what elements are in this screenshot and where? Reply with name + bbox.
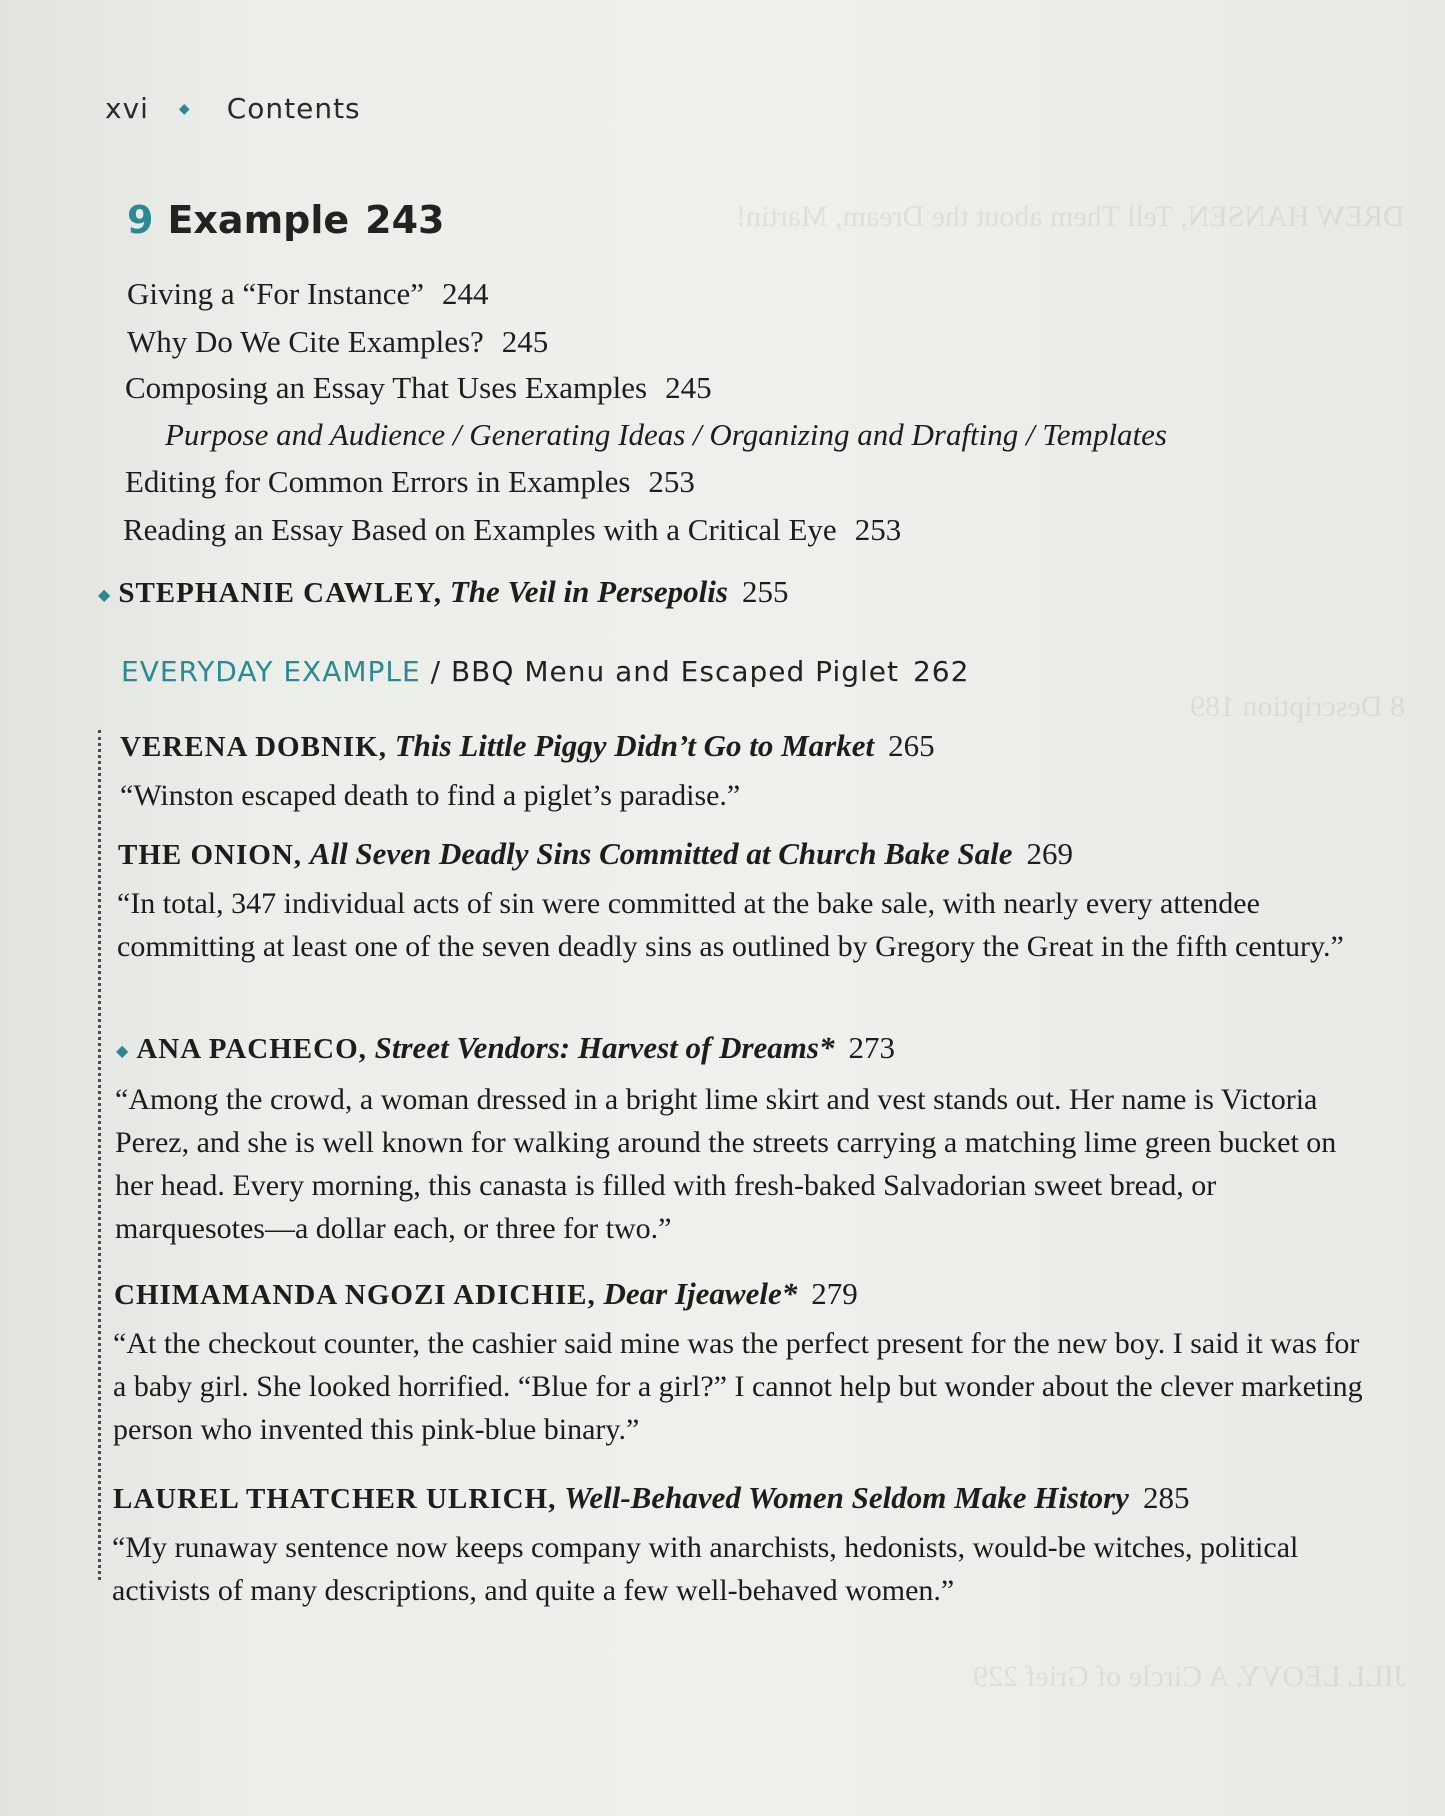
toc-line bbox=[125, 464, 695, 500]
diamond-icon: ◆ bbox=[178, 100, 191, 117]
quote-text: “At the checkout counter, the cashier said mine was the perfect present for the new boy. I said it was for a baby girl. She looked horrified. “Blue for a girl?” I cannot help but wonder about the clever marketing person who invented this pink-blue binary.” bbox=[113, 1327, 1363, 1446]
bleed-through-text: DREW HANSEN, Tell Them about the Dream, Martin! bbox=[736, 200, 1405, 233]
reading-page: 279 bbox=[811, 1276, 858, 1311]
main-reading-entry bbox=[98, 574, 788, 610]
folio: xvi bbox=[105, 92, 149, 125]
everyday-text: / BBQ Menu and Escaped Piglet bbox=[430, 655, 899, 688]
chapter-page: 243 bbox=[365, 198, 445, 242]
reading-quote bbox=[112, 1526, 1362, 1612]
reading-title: All Seven Deadly Sins Committed at Church Bake Sale bbox=[309, 836, 1013, 871]
diamond-icon: ◆ bbox=[98, 586, 111, 604]
reading-page: 265 bbox=[888, 728, 935, 763]
reading-title: Dear Ijeawele* bbox=[603, 1276, 798, 1311]
everyday-example bbox=[121, 655, 969, 688]
quote-text: “My runaway sentence now keeps company with anarchists, hedonists, would-be witches, political activists of many descriptions, and quite a few well-behaved women.” bbox=[112, 1531, 1299, 1607]
toc-line-text: Reading an Essay Based on Examples with a Critical Eye bbox=[123, 512, 837, 547]
toc-line-page: 245 bbox=[665, 370, 712, 405]
everyday-label: EVERYDAY EXAMPLE bbox=[121, 655, 421, 688]
reading-quote bbox=[117, 882, 1367, 968]
reading-entry bbox=[120, 728, 935, 764]
reading-title: Street Vendors: Harvest of Dreams* bbox=[374, 1030, 835, 1065]
bleed-through-text: 8 Description 189 bbox=[1190, 690, 1405, 723]
quote-text: “Winston escaped death to find a piglet’s paradise.” bbox=[120, 779, 741, 812]
reading-quote bbox=[115, 1078, 1365, 1250]
reading-title: The Veil in Persepolis bbox=[449, 574, 728, 609]
toc-line bbox=[127, 276, 488, 312]
quote-text: “In total, 347 individual acts of sin were committed at the bake sale, with nearly every attendee committing at least one of the seven deadly sins as outlined by Gregory the Great in the fifth century.” bbox=[117, 887, 1344, 963]
toc-line-text: Giving a “For Instance” bbox=[127, 276, 424, 311]
reading-entry bbox=[116, 1030, 895, 1066]
reading-entry bbox=[114, 1276, 858, 1312]
reading-author: ANA PACHECO, bbox=[136, 1033, 367, 1065]
chapter-number: 9 bbox=[127, 198, 154, 242]
reading-quote bbox=[113, 1322, 1363, 1451]
reading-page: 285 bbox=[1142, 1480, 1190, 1515]
subtopics-line: Purpose and Audience / Generating Ideas / Organizing and Drafting / Templates bbox=[165, 417, 1167, 452]
toc-line-text: Editing for Common Errors in Examples bbox=[125, 464, 631, 499]
reading-author: STEPHANIE CAWLEY, bbox=[118, 577, 443, 609]
toc-line-page: 245 bbox=[501, 324, 549, 359]
chapter-heading bbox=[127, 198, 445, 242]
diamond-icon: ◆ bbox=[116, 1042, 129, 1060]
toc-line bbox=[123, 512, 901, 548]
reading-author: CHIMAMANDA NGOZI ADICHIE, bbox=[114, 1279, 596, 1311]
reading-entry bbox=[118, 836, 1073, 872]
toc-line-page: 253 bbox=[648, 464, 695, 499]
dotted-rule bbox=[98, 730, 101, 1580]
reading-author: THE ONION, bbox=[118, 839, 303, 871]
toc-line bbox=[125, 370, 712, 406]
chapter-title: Example bbox=[167, 198, 350, 242]
reading-title: Well-Behaved Women Seldom Make History bbox=[564, 1480, 1129, 1515]
running-head bbox=[105, 92, 361, 125]
toc-line bbox=[127, 324, 548, 360]
reading-page: 273 bbox=[848, 1030, 895, 1065]
everyday-page: 262 bbox=[912, 655, 970, 688]
reading-quote bbox=[120, 774, 1360, 817]
reading-author: VERENA DOBNIK, bbox=[120, 731, 387, 763]
toc-line-page: 253 bbox=[854, 512, 902, 547]
reading-page: 255 bbox=[741, 574, 789, 609]
toc-line-text: Composing an Essay That Uses Examples bbox=[125, 370, 648, 405]
bleed-through-text: JILL LEOVY, A Circle of Grief 229 bbox=[972, 1660, 1405, 1693]
reading-page: 269 bbox=[1026, 836, 1074, 871]
running-head-section: Contents bbox=[226, 92, 361, 125]
toc-line-page: 244 bbox=[441, 276, 489, 311]
toc-line-text: Why Do We Cite Examples? bbox=[127, 324, 484, 359]
reading-title: This Little Piggy Didn’t Go to Market bbox=[394, 728, 875, 763]
reading-entry bbox=[113, 1480, 1189, 1516]
quote-text: “Among the crowd, a woman dressed in a bright lime skirt and vest stands out. Her name is Victoria Perez, and she is well known for walking around the streets carrying a matching lime green bucket on her head. Every morning, this canasta is filled with fresh-baked Salvadorian sweet bread, or marquesotes—a dollar each, or three for two.” bbox=[115, 1083, 1337, 1245]
reading-author: LAUREL THATCHER ULRICH, bbox=[113, 1483, 557, 1515]
